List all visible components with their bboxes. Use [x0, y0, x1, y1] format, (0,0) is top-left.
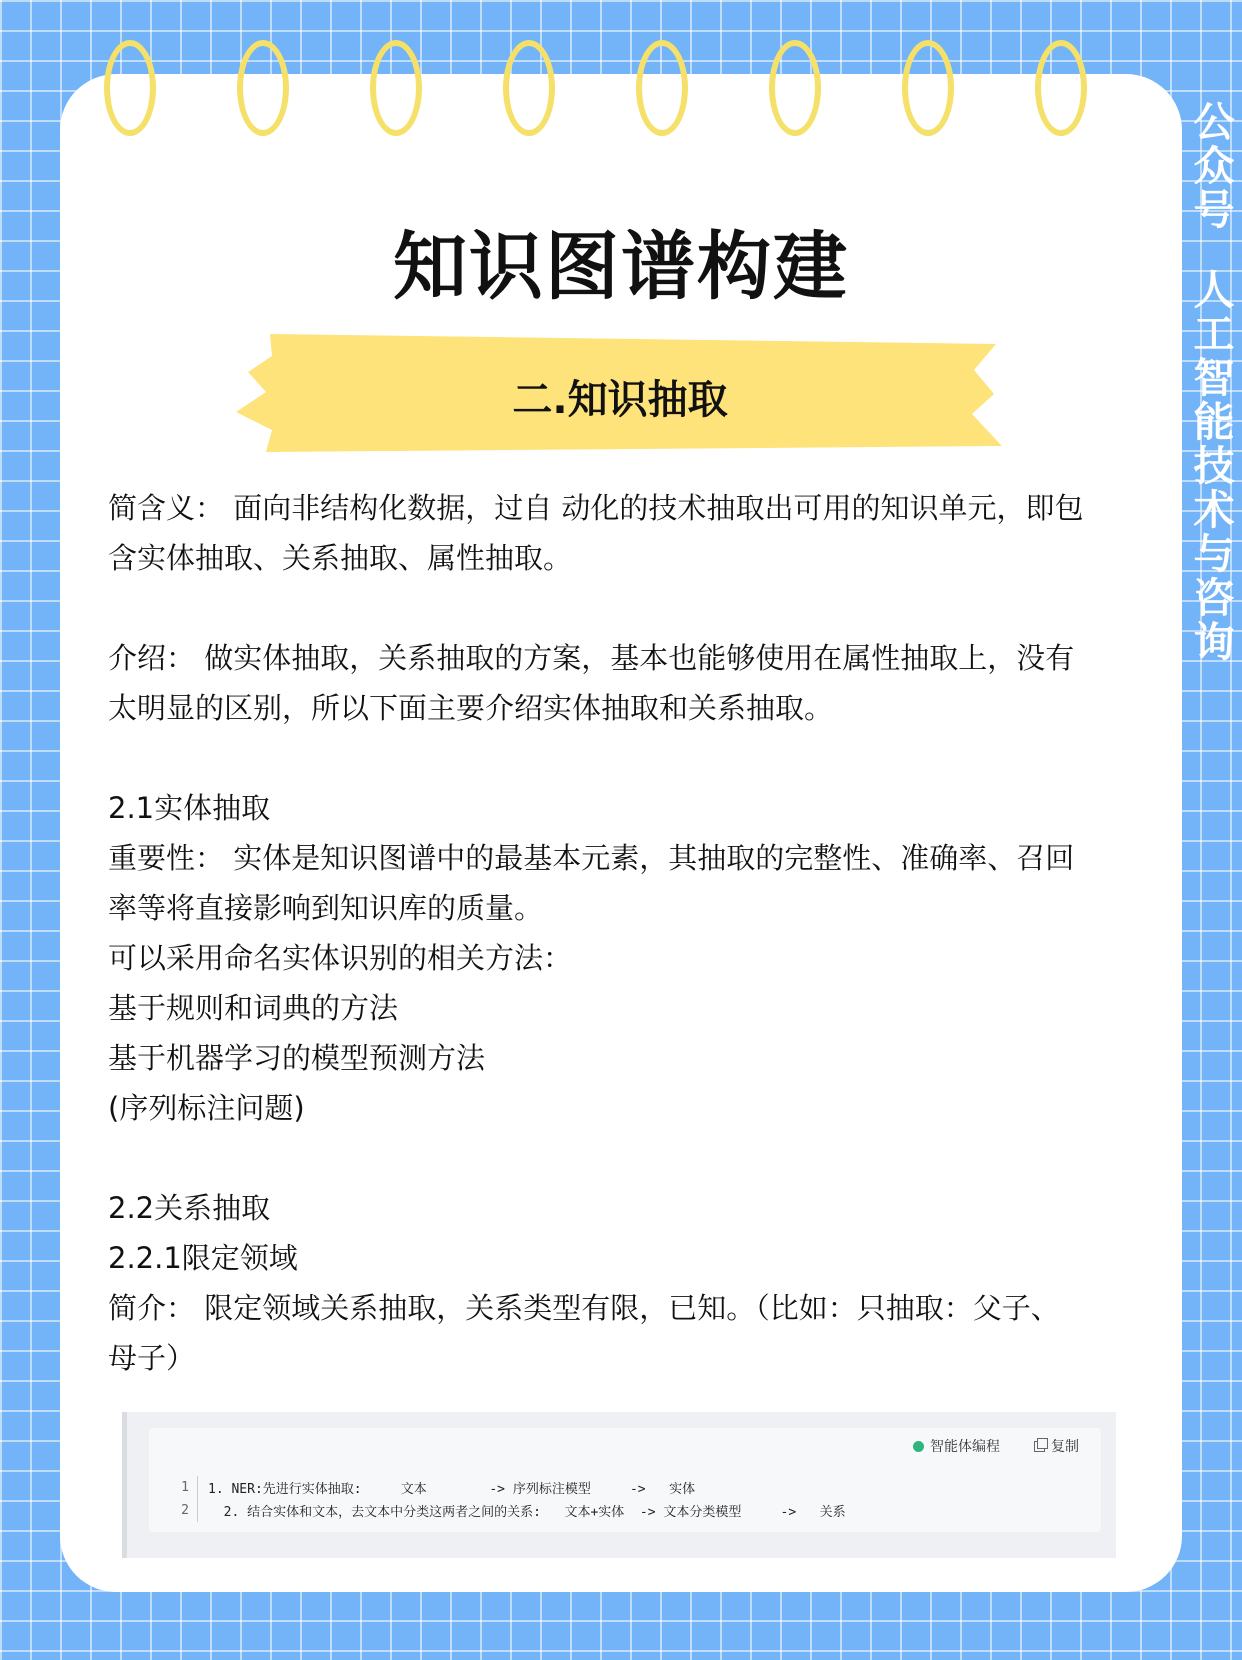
paragraph-line: 母子）	[108, 1341, 196, 1375]
paragraph-line: 简介： 限定领域关系抽取，关系类型有限，已知。（比如：只抽取：父子、	[108, 1291, 1060, 1325]
copy-label: 复制	[1051, 1439, 1079, 1455]
side-char: 能	[1193, 398, 1235, 446]
paragraph-line: 介绍： 做实体抽取，关系抽取的方案，基本也能够使用在属性抽取上，没有	[108, 641, 1075, 675]
banner-label: 二.知识抽取	[512, 377, 728, 423]
code-line	[149, 1476, 846, 1499]
section-heading: 2.2关系抽取	[108, 1191, 271, 1225]
side-watermark-label	[1186, 100, 1242, 664]
paragraph-line: 可以采用命名实体识别的相关方法：	[108, 941, 573, 975]
subsection-heading: 2.2.1限定领域	[108, 1241, 298, 1275]
code-toolbar	[913, 1436, 1079, 1456]
line-number: 1	[149, 1476, 198, 1499]
ring-loop	[104, 40, 156, 136]
side-char: 工	[1193, 310, 1235, 358]
ring-loop	[370, 40, 422, 136]
side-char: 咨	[1193, 574, 1235, 622]
paragraph-line: 基于规则和词典的方法	[108, 991, 399, 1025]
copy-icon	[1034, 1441, 1045, 1452]
page-title: 知识图谱构建	[393, 224, 849, 310]
section-banner	[236, 334, 1004, 452]
agent-icon	[913, 1441, 924, 1452]
agent-coding-label: 智能体编程	[930, 1439, 1000, 1455]
side-char: 号	[1193, 186, 1235, 234]
paragraph-line: 基于机器学习的模型预测方法	[108, 1041, 486, 1075]
paragraph-line: (序列标注问题)	[108, 1091, 305, 1125]
code-text: 2. 结合实体和文本，去文本中分类这两者之间的关系: 文本+实体 -> 文本分类模型 -> 关系	[208, 1505, 846, 1520]
paragraph-line: 含实体抽取、关系抽取、属性抽取。	[108, 541, 573, 575]
side-char: 智	[1193, 354, 1235, 402]
code-line	[149, 1499, 846, 1522]
paragraph-line: 太明显的区别，所以下面主要介绍实体抽取和关系抽取。	[108, 691, 834, 725]
ring-loop	[902, 40, 954, 136]
side-char: 询	[1193, 618, 1235, 666]
section-heading: 2.1实体抽取	[108, 791, 271, 825]
agent-coding-button[interactable]	[913, 1436, 1000, 1456]
line-number: 2	[149, 1499, 198, 1522]
side-char: 术	[1193, 486, 1235, 534]
code-text: 1. NER:先进行实体抽取: 文本 -> 序列标注模型 -> 实体	[208, 1482, 696, 1497]
copy-button[interactable]	[1034, 1436, 1079, 1456]
code-snippet	[122, 1412, 1116, 1558]
ring-loop	[503, 40, 555, 136]
side-char: 众	[1193, 142, 1235, 190]
paragraph-line: 简含义： 面向非结构化数据，过自 动化的技术抽取出可用的知识单元，即包	[108, 491, 1084, 525]
side-char: 技	[1193, 442, 1235, 490]
article-body	[108, 483, 1120, 1383]
ring-loop	[237, 40, 289, 136]
ring-loop	[1035, 40, 1087, 136]
side-char: 与	[1193, 530, 1235, 578]
paragraph-line: 率等将直接影响到知识库的质量。	[108, 891, 544, 925]
side-char: 公	[1193, 98, 1235, 146]
ring-loop	[636, 40, 688, 136]
ring-loop	[769, 40, 821, 136]
code-lines	[149, 1476, 846, 1522]
paragraph-line: 重要性： 实体是知识图谱中的最基本元素，其抽取的完整性、准确率、召回	[108, 841, 1075, 875]
side-char: 人	[1193, 266, 1235, 314]
code-box	[149, 1428, 1101, 1532]
